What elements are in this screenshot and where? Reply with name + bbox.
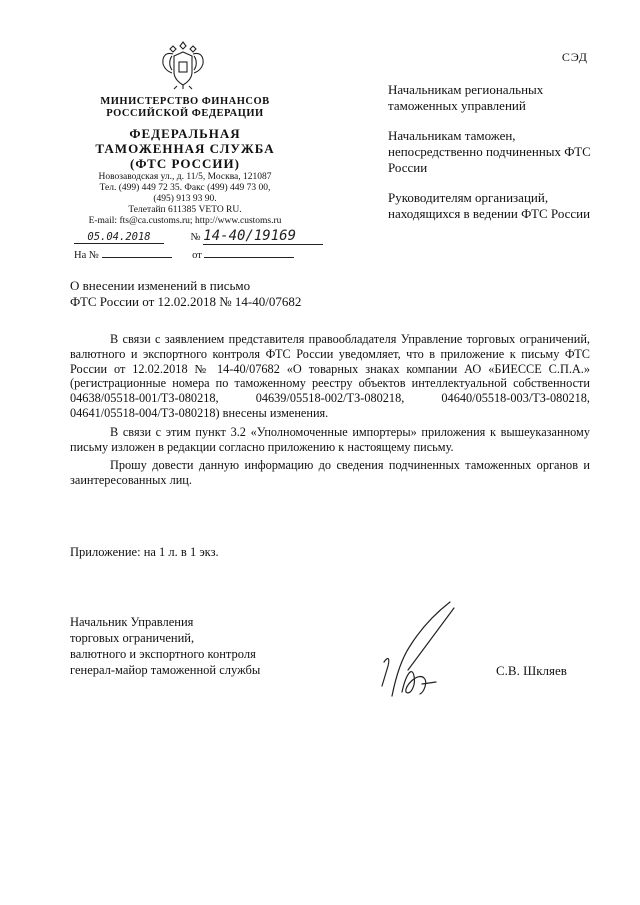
letter-body (70, 332, 590, 492)
addressee: Начальникам таможен, непосредственно подчиненных ФТС России (388, 128, 591, 175)
registration-number: 14-40/19169 (203, 228, 323, 245)
registration-date-number (74, 228, 323, 245)
signatory-title: Начальник Управления торговых ограничений, валютного и экспортного контроля генерал-майор таможенной службы (70, 615, 261, 677)
handwritten-signature (362, 596, 472, 706)
attachment-note: Приложение: на 1 л. в 1 экз. (70, 545, 219, 559)
body-paragraph: В связи с заявлением представителя правообладателя Управление торговых ограничений, валютного и экспортного контроля ФТС России уведомляет, что в приложение к письму ФТС России от 12.02.2018 № 14-40/07682 «О товарных знаках компании АО «БИЕССЕ С.П.А.» (регистрационные номера по таможенному реестру объектов интеллектуальной собственности 04638/05518-001/ТЗ-080218, 04639/05518-002/ТЗ-080218, 04640/05518-003/ТЗ-080218, 04641/05518-004/ТЗ-080218) внесены изменения. (70, 332, 590, 420)
registration-number-prefix: № (190, 232, 201, 243)
service-name: ФЕДЕРАЛЬНАЯ ТАМОЖЕННАЯ СЛУЖБА (ФТС РОССИИ) (95, 126, 275, 171)
body-paragraph: Прошу довести данную информацию до сведения подчиненных таможенных органов и заинтересованных лиц. (70, 458, 590, 488)
document-system-code: СЭД (561, 50, 588, 64)
addressee: Начальникам региональных таможенных управлений (388, 82, 544, 113)
ref-from-label: от (192, 250, 202, 261)
body-paragraph: В связи с этим пункт 3.2 «Уполномоченные импортеры» приложения к вышеуказанному письму изложен в редакции согласно приложению к настоящему письму. (70, 424, 590, 454)
addressee: Руководителям организаций, находящихся в ведении ФТС России (388, 190, 591, 221)
registration-date: 05.04.2018 (74, 231, 164, 244)
ministry-name: МИНИСТЕРСТВО ФИНАНСОВ РОССИЙСКОЙ ФЕДЕРАЦИИ (100, 96, 270, 119)
signatory-name: С.В. Шкляев (496, 663, 567, 678)
reference-line (74, 250, 294, 261)
addressees (388, 82, 608, 236)
ref-label: На № (74, 250, 99, 261)
coat-of-arms-icon (160, 38, 206, 90)
contact-info: Новозаводская ул., д. 11/5, Москва, 121087 Тел. (499) 449 72 35. Факс (499) 449 73 00, (495) 913 93 90. Телетайп 611385 VETO RU. E-mail: fts@ca.customs.ru; http://www.customs.ru (88, 172, 282, 226)
letter-subject: О внесении изменений в письмо ФТС России от 12.02.2018 № 14-40/07682 (70, 278, 302, 309)
